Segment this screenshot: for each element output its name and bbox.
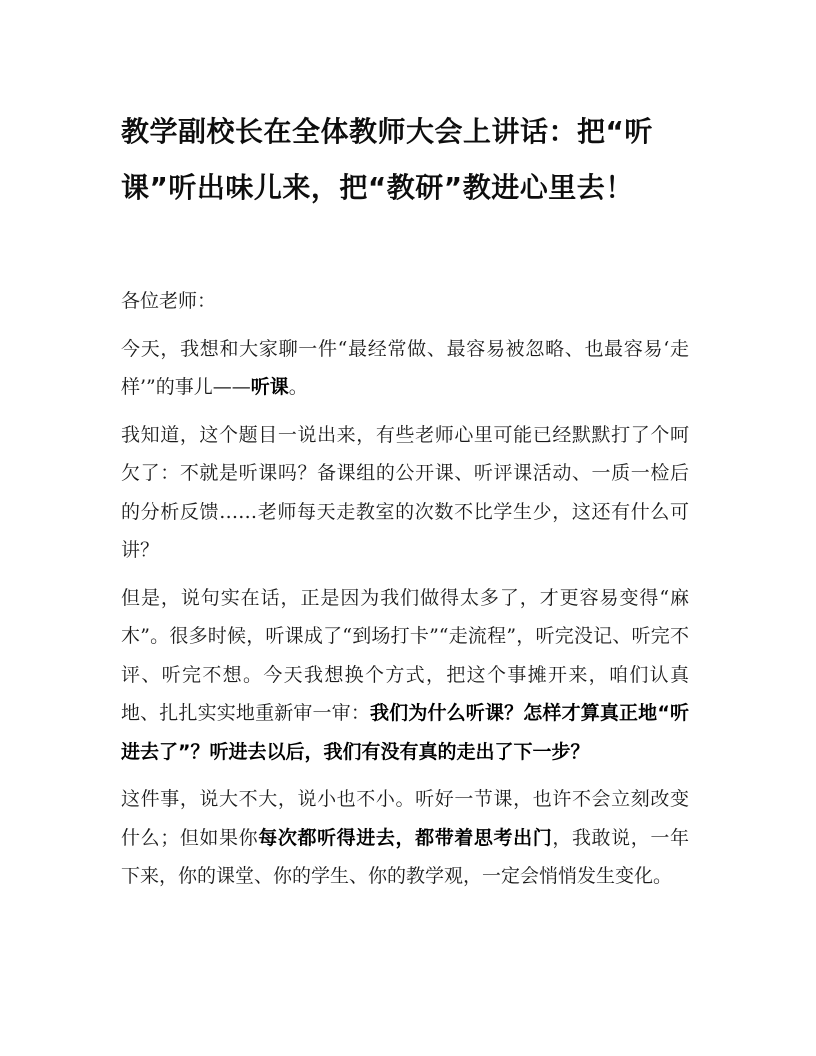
- paragraph-text: 这件事，说大不大，说小也不小。听好一节课，也许不会立刻改变什么；但如果你: [121, 788, 689, 849]
- paragraph-text: 今天，我想和大家聊一件“最经常做、最容易被忽略、也最容易‘走样’”的事儿——: [121, 337, 689, 398]
- paragraph-2: [121, 416, 689, 570]
- salutation: 各位老师：: [121, 290, 217, 312]
- emphasis-text: 我们为什么听课？怎样才算真正地“听进去了”？听进去以后，我们有没有真的走出了下一步？: [121, 702, 689, 763]
- emphasis-text: 每次都听得进去，都带着思考出门: [258, 826, 553, 849]
- paragraph-text: 但是，说句实在话，正是因为我们做得太多了，才更容易变得“麻木”。很多时候，听课成了“到场打卡”“走流程”，听完没记、听完不评、听完不想。今天我想换个方式，把这个事摊开来，咱们认真地、扎扎实实地重新审一审：: [121, 586, 689, 724]
- paragraph-3: [121, 579, 689, 772]
- emphasis-text: 听课: [250, 376, 289, 398]
- paragraph-text: 。: [288, 376, 308, 398]
- paragraph-text: ，我敢说，一年下来，你的课堂、你的学生、你的教学观，一定会悄悄发生变化。: [121, 826, 689, 887]
- paragraph-4: [121, 780, 689, 896]
- document-title: 教学副校长在全体教师大会上讲话：把“听课”听出味儿来，把“教研”教进心里去！: [121, 115, 653, 204]
- paragraph-text: 我知道，这个题目一说出来，有些老师心里可能已经默默打了个呵欠了：不就是听课吗？备课组的公开课、听评课活动、一质一检后的分析反馈……老师每天走教室的次数不比学生少，这还有什么可讲？: [121, 423, 689, 561]
- document-page: [121, 104, 689, 905]
- paragraph-1: [121, 330, 689, 407]
- document-body: [121, 282, 689, 896]
